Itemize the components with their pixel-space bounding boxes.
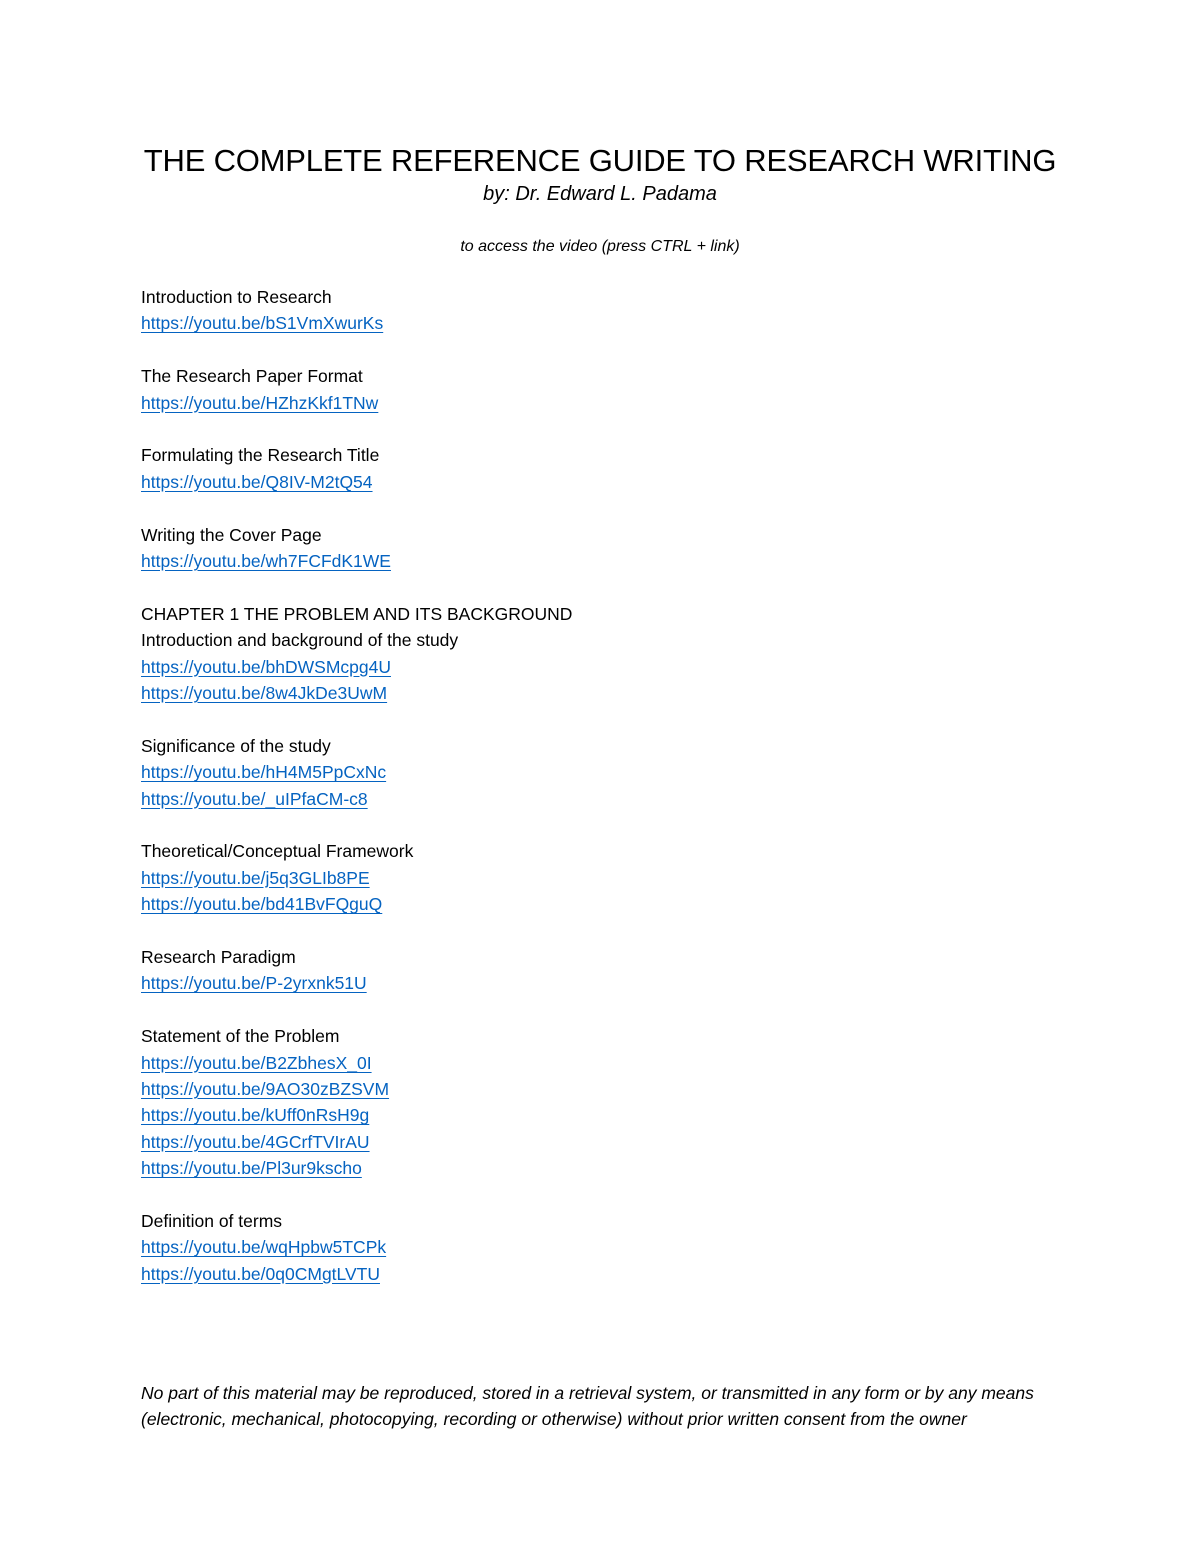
video-link[interactable]: https://youtu.be/HZhzKkf1TNw	[141, 392, 379, 413]
video-link[interactable]: https://youtu.be/hH4M5PpCxNc	[141, 762, 387, 783]
video-link[interactable]: https://youtu.be/wqHpbw5TCPk	[141, 1237, 387, 1258]
topic-section	[141, 1208, 1101, 1287]
video-link[interactable]: https://youtu.be/bS1VmXwurKs	[141, 313, 384, 334]
topic-section	[141, 1023, 1101, 1181]
video-link-list	[141, 284, 1101, 1314]
topic-heading: Formulating the Research Title	[141, 445, 380, 466]
topic-section	[141, 284, 1101, 337]
video-link[interactable]: https://youtu.be/j5q3GLIb8PE	[141, 867, 370, 888]
topic-heading: Theoretical/Conceptual Framework	[141, 841, 414, 862]
video-link[interactable]: https://youtu.be/9AO30zBZSVM	[141, 1079, 390, 1100]
topic-heading: CHAPTER 1 THE PROBLEM AND ITS BACKGROUND	[141, 603, 573, 624]
author-byline: by: Dr. Edward L. Padama	[483, 183, 717, 205]
access-instruction: to access the video (press CTRL + link)	[460, 238, 740, 255]
topic-section	[141, 838, 1101, 917]
topic-section	[141, 601, 1101, 707]
topic-section	[141, 522, 1101, 575]
topic-heading: Definition of terms	[141, 1211, 283, 1232]
topic-section	[141, 733, 1101, 812]
video-link[interactable]: https://youtu.be/_uIPfaCM-c8	[141, 788, 368, 809]
video-link[interactable]: https://youtu.be/wh7FCFdK1WE	[141, 551, 391, 572]
topic-section	[141, 363, 1101, 416]
topic-section	[141, 944, 1101, 997]
document-title: THE COMPLETE REFERENCE GUIDE TO RESEARCH WRITING	[143, 143, 1057, 178]
topic-heading: Significance of the study	[141, 735, 331, 756]
video-link[interactable]: https://youtu.be/4GCrfTVIrAU	[141, 1131, 370, 1152]
topic-heading: The Research Paper Format	[141, 366, 363, 387]
video-link[interactable]: https://youtu.be/B2ZbhesX_0I	[141, 1052, 372, 1073]
topic-heading: Writing the Cover Page	[141, 524, 322, 545]
video-link[interactable]: https://youtu.be/0q0CMgtLVTU	[141, 1263, 380, 1284]
topic-heading: Introduction to Research	[141, 287, 332, 307]
video-link[interactable]: https://youtu.be/Q8IV-M2tQ54	[141, 471, 373, 492]
topic-heading: Research Paradigm	[141, 947, 296, 968]
video-link[interactable]: https://youtu.be/8w4JkDe3UwM	[141, 683, 388, 704]
topic-section	[141, 442, 1101, 495]
video-link[interactable]: https://youtu.be/bd41BvFQguQ	[141, 894, 383, 915]
video-link[interactable]: https://youtu.be/Pl3ur9kscho	[141, 1158, 362, 1179]
video-link[interactable]: https://youtu.be/kUff0nRsH9g	[141, 1105, 370, 1126]
topic-subheading: Introduction and background of the study	[141, 630, 459, 651]
copyright-notice: No part of this material may be reproduced, stored in a retrieval system, or transmitted in any form or by any means (electronic, mechanical, photocopying, recording or otherwise) without prior written consent from the owner	[141, 1383, 1034, 1430]
topic-heading: Statement of the Problem	[141, 1026, 340, 1047]
video-link[interactable]: https://youtu.be/P-2yrxnk51U	[141, 973, 367, 994]
video-link[interactable]: https://youtu.be/bhDWSMcpg4U	[141, 656, 391, 677]
